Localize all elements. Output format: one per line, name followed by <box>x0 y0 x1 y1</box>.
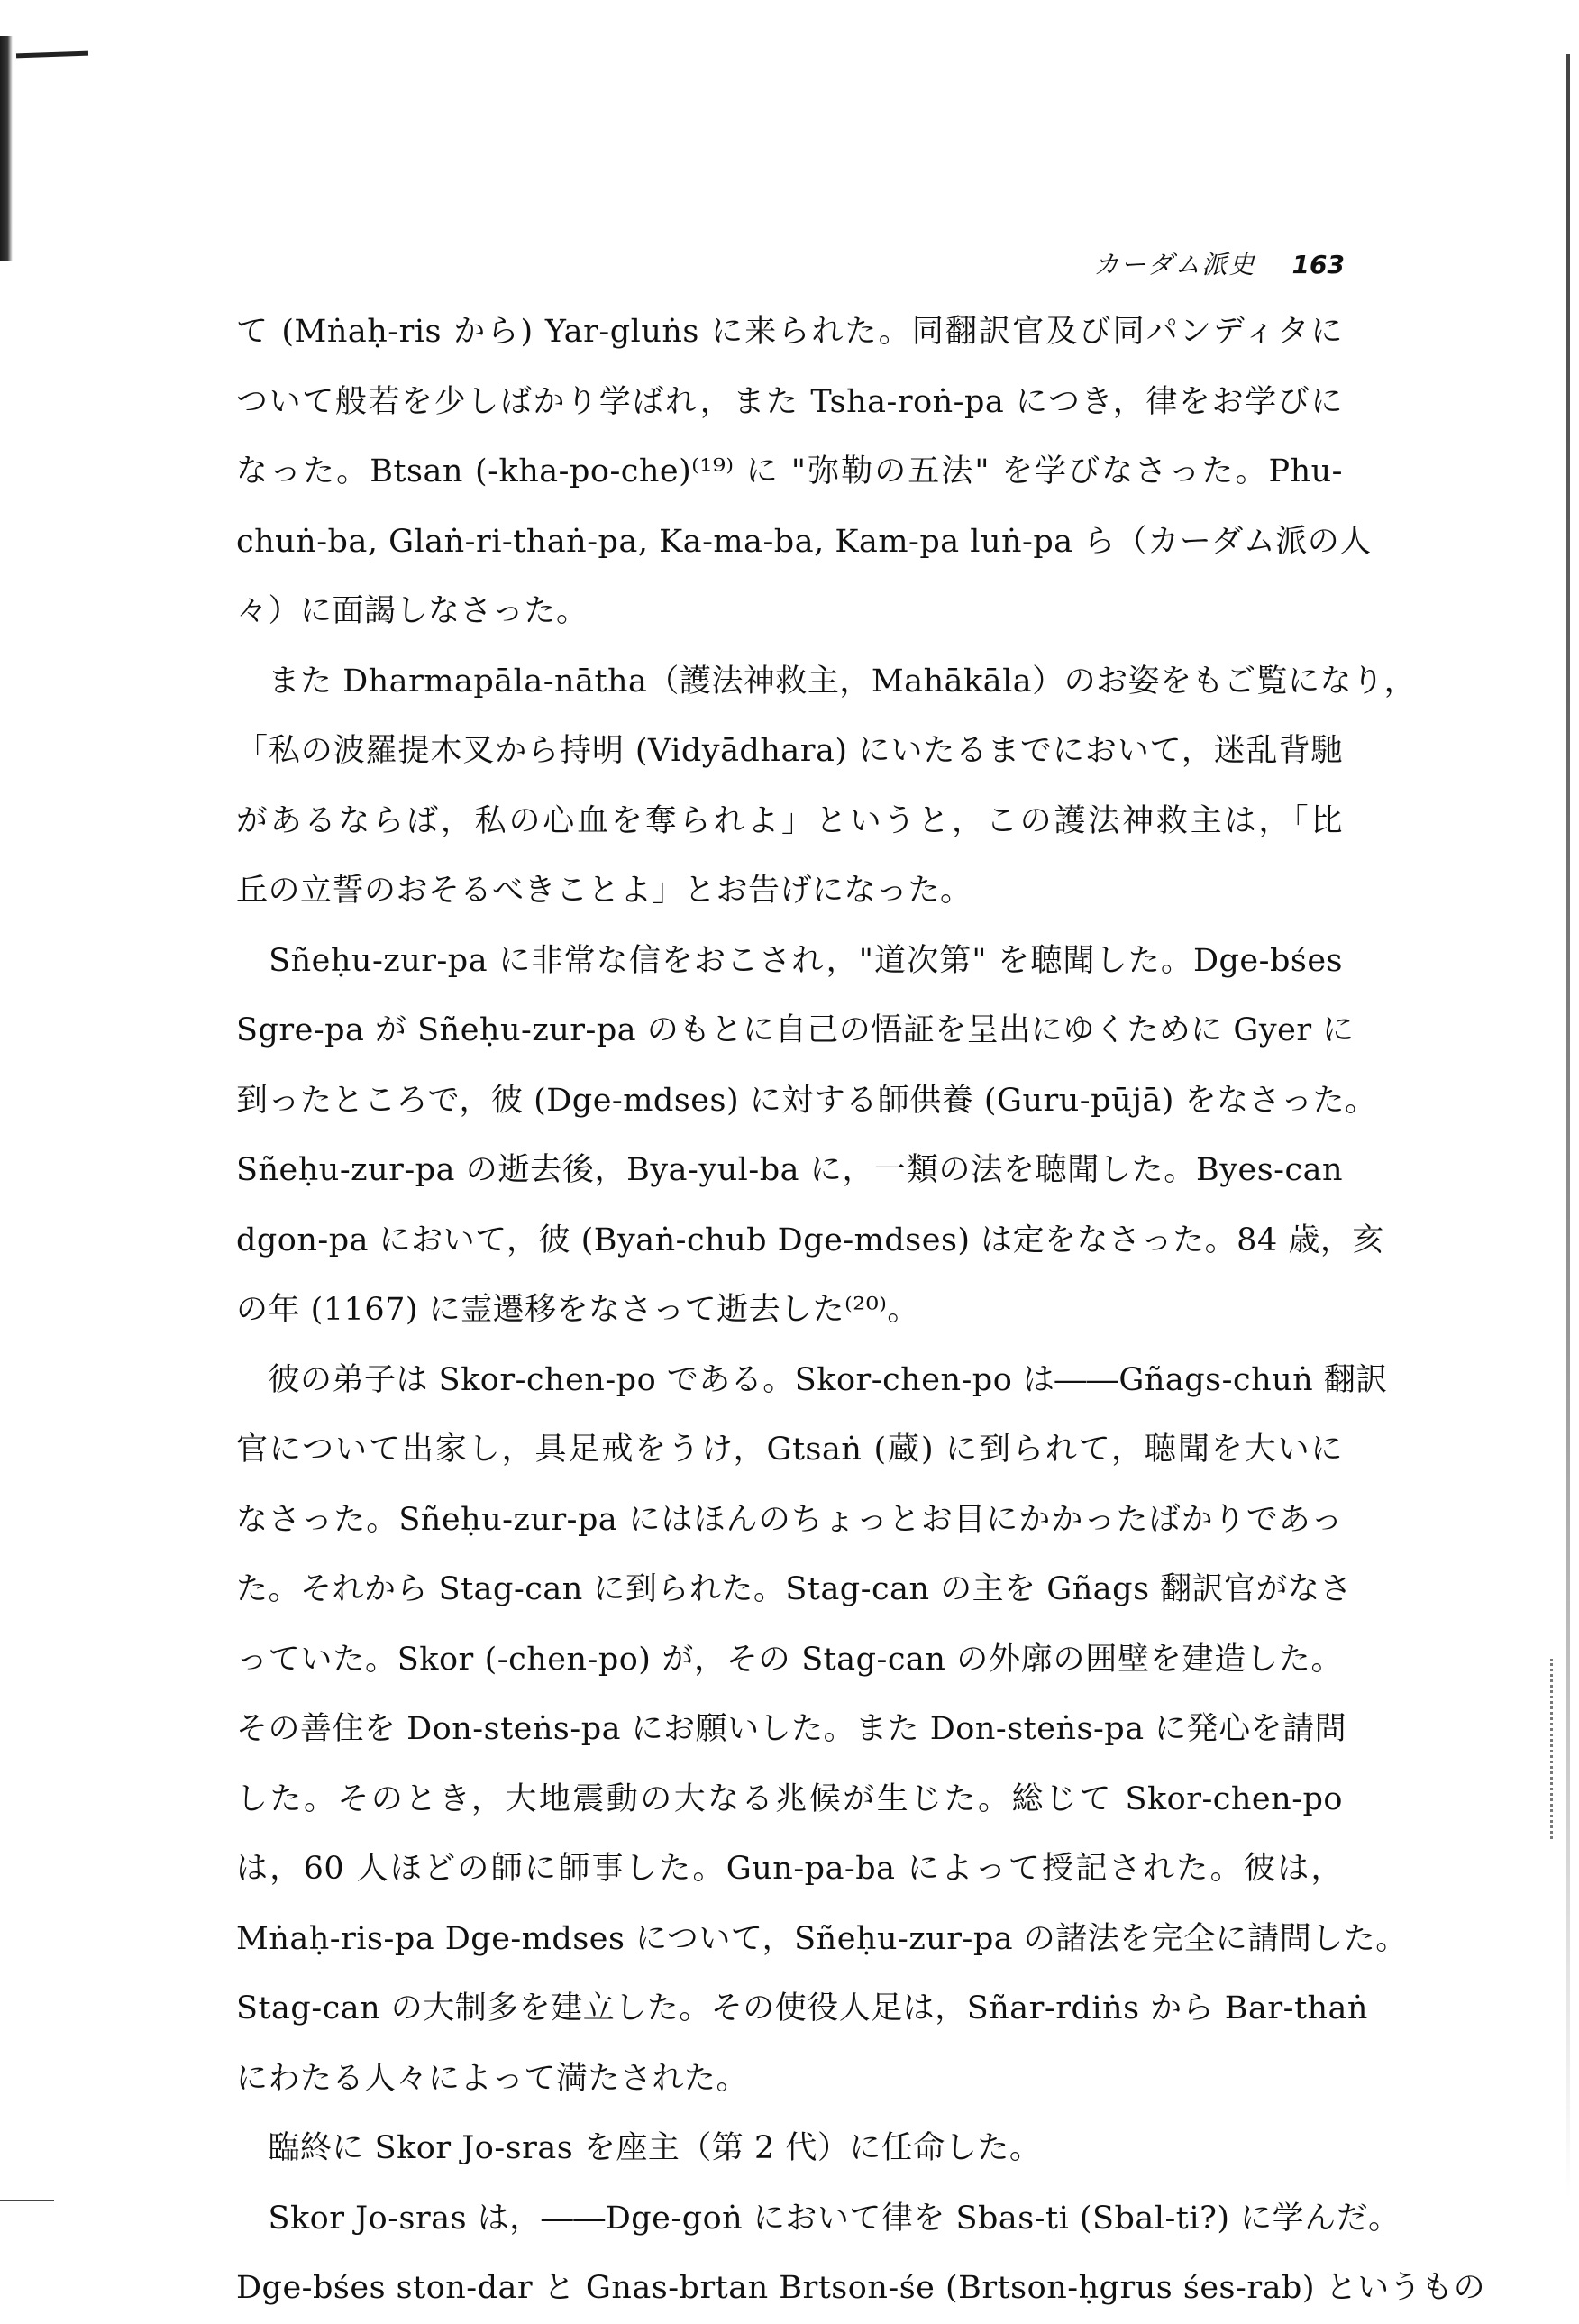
text-line: Skor Jo-sras は，――Dge-goṅ において律を Sbas-ti (Sbal-ti?) に学んだ。 <box>236 2200 1401 2237</box>
text-line: 彼の弟子は Skor-chen-po である。Skor-chen-po は――Gñags-chuṅ 翻訳 <box>236 1361 1388 1398</box>
scan-shadow-right <box>1566 54 1570 2200</box>
text-line: 臨終に Skor Jo-sras を座主（第 2 代）に任命した。 <box>236 2130 1042 2166</box>
running-head <box>1094 245 1345 281</box>
text-line: 官について出家し，具足戒をうけ，Gtsaṅ (蔵) に到られて，聴聞を大いに <box>236 1432 1343 1468</box>
scan-shadow-left <box>0 36 13 261</box>
page-number: 163 <box>1291 250 1345 279</box>
paragraph <box>236 1346 1408 2115</box>
running-title: カーダム派史 <box>1093 250 1256 279</box>
text-line: があるならば，私の心血を奪られよ」というと，この護法神救主は，「比 <box>236 802 1343 839</box>
text-line: Dge-bśes ston-dar と Gnas-brtan Brtson-śe (Brtson-ḥgrus śes-rab) というもの <box>236 2270 1486 2306</box>
paragraph <box>236 2184 1486 2324</box>
text-line: また Dharmapāla-nātha（護法神救主，Mahākāla）のお姿をもご覧になり， <box>236 663 1417 700</box>
text-line: 丘の立誓のおそるべきことよ」とお告げになった。 <box>236 873 972 909</box>
scan-noise-right <box>1550 1659 1556 1839</box>
paragraph <box>236 2114 1343 2184</box>
text-line: て (Mṅaḥ-ris から) Yar-gluṅs に来られた。同翻訳官及び同パンディタに <box>236 314 1343 350</box>
scan-mark-bottom <box>0 2200 54 2201</box>
text-line: Sgre-pa が Sñeḥu-zur-pa のもとに自己の悟証を呈出にゆくために Gyer に <box>236 1012 1355 1048</box>
text-line: Sñeḥu-zur-pa の逝去後，Bya-yul-ba に，一類の法を聴聞した。Byes-can <box>236 1152 1343 1188</box>
text-line: Mṅaḥ-ris-pa Dge-mdses について，Sñeḥu-zur-pa の諸法を完全に請問した。 <box>236 1920 1408 1957</box>
text-line: は，60 人ほどの師に師事した。Gun-pa-ba によって授記された。彼は， <box>236 1851 1343 1887</box>
text-line: なさった。Sñeḥu-zur-pa にはほんのちょっとお目にかかったばかりであっ <box>236 1501 1343 1538</box>
text-line: その善住を Don-steṅs-pa にお願いした。また Don-steṅs-pa に発心を請問 <box>236 1711 1347 1747</box>
scan-mark-top <box>16 51 88 59</box>
text-line: っていた。Skor (-chen-po) が，その Stag-can の外廓の囲壁を建造した。 <box>236 1641 1343 1678</box>
text-line: にわたる人々によって満たされた。 <box>236 2060 749 2097</box>
text-line: dgon-pa において，彼 (Byaṅ-chub Dge-mdses) は定をなさった。84 歳，亥 <box>236 1221 1384 1258</box>
text-line: の年 (1167) に霊遷移をなさって逝去した⁽²⁰⁾。 <box>236 1292 919 1328</box>
body-text <box>236 297 1486 2324</box>
text-line: た。それから Stag-can に到られた。Stag-can の主を Gñags 翻訳官がなさ <box>236 1571 1353 1607</box>
text-line: 々）に面謁しなさった。 <box>236 593 589 629</box>
paragraph <box>236 297 1372 647</box>
text-line: Sñeḥu-zur-pa に非常な信をおこされ，"道次第" を聴聞した。Dge-bśes <box>236 942 1343 979</box>
text-line: 到ったところで，彼 (Dge-mdses) に対する師供養 (Guru-pūjā) をなさった。 <box>236 1082 1377 1119</box>
text-line: した。そのとき，大地震動の大なる兆候が生じた。総じて Skor-chen-po <box>236 1780 1343 1817</box>
paragraph <box>236 927 1384 1346</box>
text-line: なった。Btsan (-kha-po-che)⁽¹⁹⁾ に "弥勒の五法" を学びなさった。Phu- <box>236 453 1343 490</box>
text-line: chuṅ-ba, Glaṅ-ri-thaṅ-pa, Ka-ma-ba, Kam-pa luṅ-pa ら（カーダム派の人 <box>236 523 1372 560</box>
text-line: 「私の波羅提木叉から持明 (Vidyādhara) にいたるまでにおいて，迷乱背馳 <box>236 733 1343 769</box>
paragraph <box>236 647 1417 927</box>
text-line: Stag-can の大制多を建立した。その使役人足は，Sñar-rdiṅs から Bar-thaṅ <box>236 1990 1368 2027</box>
text-line: ついて般若を少しばかり学ばれ，また Tsha-roṅ-pa につき，律をお学びに <box>236 383 1343 420</box>
